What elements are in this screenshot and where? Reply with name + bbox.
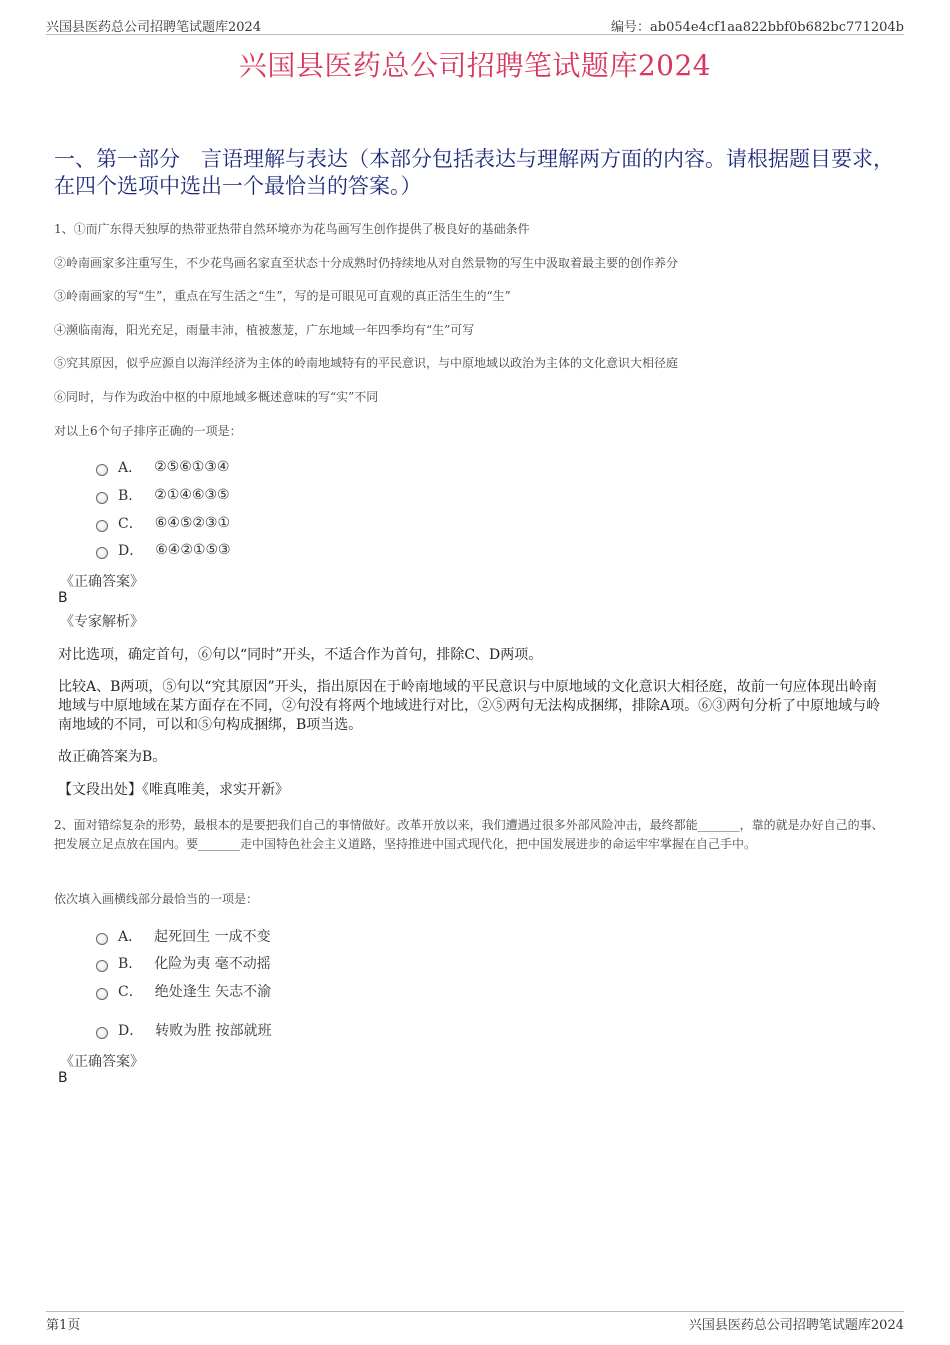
radio-button[interactable] [96,547,108,559]
option-letter: C． [118,516,143,532]
option-letter: C． [118,984,143,1000]
option-text: 起死回生 一成不变 [154,929,271,945]
q1-line-2: ②岭南画家多注重写生，不少花鸟画名家直至状态十分成熟时仍持续地从对自然景物的写生中汲取着最主要的创作养分 [54,256,679,270]
q1-analysis-para-3: 故正确答案为B。 [58,749,167,765]
q1-prompt: 对以上6个句子排序正确的一项是： [54,424,242,438]
option-text: ②①④⑥③⑤ [154,487,230,503]
q1-answer: B [58,590,68,606]
q1-line-5: ⑤究其原因，似乎应源自以海洋经济为主体的岭南地域特有的平民意识，与中原地域以政治为主体的文化意识大相径庭 [54,356,679,370]
q1-option-a[interactable] [96,457,229,477]
q1-line-6: ⑥同时，与作为政治中枢的中原地域多概述意味的写“实”不同 [54,390,379,404]
q1-option-b[interactable] [96,485,230,505]
radio-button[interactable] [96,988,108,1000]
footer-page-number: 第1页 [46,1318,81,1333]
option-text: ②⑤⑥①③④ [154,459,230,475]
q2-option-a[interactable] [96,926,271,946]
option-letter: D． [118,543,144,559]
page-header [46,14,904,35]
option-text: 化险为夷 毫不动摇 [154,956,271,972]
q1-analysis-label: 《专家解析》 [60,614,144,630]
q2-prompt: 依次填入画横线部分最恰当的一项是： [54,892,259,906]
q1-line-3: ③岭南画家的写“生”，重点在写生活之“生”，写的是可眼见可直观的真正活生生的“生” [54,289,511,303]
radio-button[interactable] [96,464,108,476]
q1-line-4: ④濒临南海，阳光充足，雨量丰沛，植被葱茏，广东地域一年四季均有“生”可写 [54,323,475,337]
section-heading: 一、第一部分 言语理解与表达（本部分包括表达与理解两方面的内容。请根据题目要求，在四个选项中选出一个最恰当的答案。） [54,147,894,198]
radio-button[interactable] [96,520,108,532]
q1-analysis-para-2: 比较A、B两项，⑤句以“究其原因”开头，指出原因在于岭南地域的平民意识与中原地域的文化意识大相径庭，故前一句应体现出岭南地域与中原地域在某方面存在不同，②句没有将两个地域进行对比，②⑤两句无法构成捆绑，排除A项。⑥③两句分析了中原地域与岭南地域的不同，可以和⑤句构成捆绑，B项当选。 [58,679,881,733]
q1-analysis-para-1: 对比选项，确定首句，⑥句以“同时”开头，不适合作为首句，排除C、D两项。 [58,647,543,663]
option-letter: A． [118,460,143,476]
q1-option-c[interactable] [96,513,230,533]
header-doc-title: 兴国县医药总公司招聘笔试题库2024 [46,20,262,35]
q2-option-b[interactable] [96,953,271,973]
option-text: ⑥④⑤②③① [154,515,231,531]
option-text: ⑥④②①⑤③ [155,542,231,558]
q2-answer-label: 《正确答案》 [60,1054,144,1070]
q1-option-d[interactable] [96,540,231,560]
option-letter: A． [118,929,143,945]
radio-button[interactable] [96,933,108,945]
header-doc-number: 编号：ab054e4cf1aa822bbf0b682bc771204b [611,20,904,35]
radio-button[interactable] [96,960,108,972]
q1-line-1: 1、①而广东得天独厚的热带亚热带自然环境亦为花鸟画写生创作提供了极良好的基础条件 [54,222,530,236]
option-letter: D． [118,1023,144,1039]
q1-source: 【文段出处】《唯真唯美，求实开新》 [58,782,289,798]
page-footer [46,1311,904,1332]
page-title: 兴国县医药总公司招聘笔试题库2024 [238,49,712,82]
radio-button[interactable] [96,1027,108,1039]
option-text: 绝处逢生 矢志不渝 [154,984,272,1000]
option-letter: B． [118,956,143,972]
q2-option-d[interactable] [96,1020,272,1040]
option-text: 转败为胜 按部就班 [155,1023,272,1039]
footer-doc-title: 兴国县医药总公司招聘笔试题库2024 [688,1318,904,1333]
q2-option-c[interactable] [96,981,271,1001]
option-letter: B． [118,488,143,504]
q1-answer-label: 《正确答案》 [60,574,144,590]
q2-answer: B [58,1070,68,1086]
q2-stem: 2、面对错综复杂的形势，最根本的是要把我们自己的事情做好。改革开放以来，我们遭遇过很多外部风险冲击，最终都能_______，靠的就是办好自己的事、把发展立足点放在国内。要_______走中国特色社会主义道路，坚持推进中国式现代化，把中国发展进步的命运牢牢掌握在自己手中。 [54,818,884,851]
radio-button[interactable] [96,492,108,504]
